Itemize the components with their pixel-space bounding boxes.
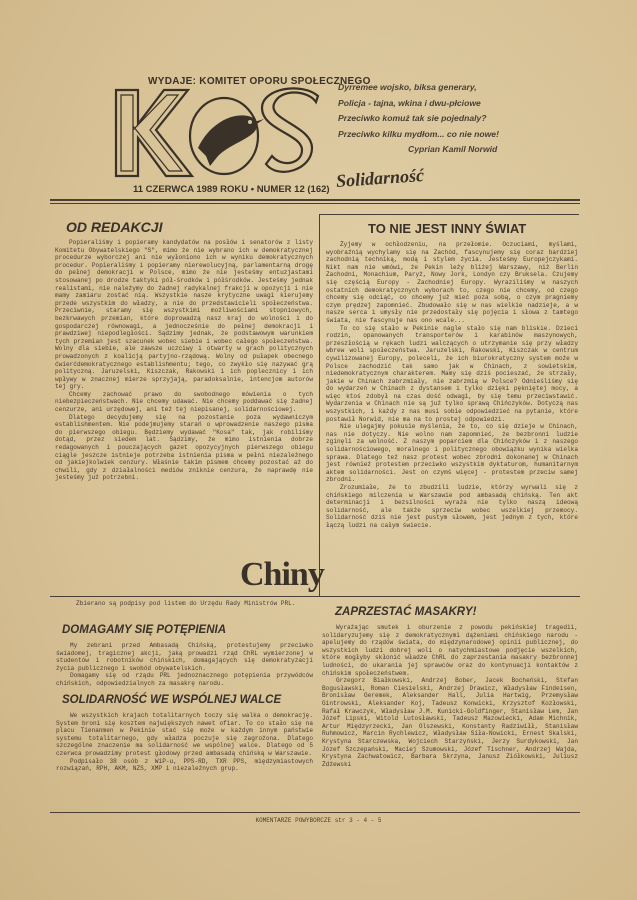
footer-rule <box>50 812 580 813</box>
to-nie-jest-top-rule <box>319 214 579 215</box>
domagamy-headline: DOMAGAMY SIĘ POTĘPIENIA <box>62 624 227 636</box>
poem-line: Przeciwko kilku mydłom... co nie nowe! <box>338 128 499 139</box>
masthead-rule <box>50 199 580 201</box>
publisher-line: WYDAJE: KOMITET OPORU SPOŁECZNEGO <box>148 76 371 87</box>
bird-emblem <box>190 98 264 174</box>
paragraph: Chcemy zachować prawo do swobodnego mówienia o tych niebezpieczeństwach. Nie chcemy udawać. Nie chcemy poddawać się żadnej cenzurze, ani urzędowej, ani też tej niepisanej, solidarnościowej. <box>55 390 313 414</box>
zbierano-note <box>62 600 312 608</box>
poem-line: Policja - tajna, wkina i dwu-płciowe <box>338 97 481 108</box>
domagamy-text <box>56 642 313 692</box>
kos-logo <box>112 86 322 181</box>
zaprzestac-headline: ZAPRZESTAĆ MASAKRY! <box>335 606 477 618</box>
chiny-rule <box>50 596 580 597</box>
column-divider <box>319 214 320 596</box>
footer-note: KOMENTARZE POWYBORCZE str 3 - 4 - 5 <box>255 817 382 824</box>
paragraph: Popieraliśmy i popieramy kandydatów na posłów i senatorów z listy Komitetu Obywatelskiego "S", mimo że nie wybrano ich w demokratycznej procedurze wyborczej ani nie wyłoniono ich w wyniku demokratycznych procedur. Popieraliśmy i popieramy nierewolucyjną, parlamentarną drogę do pełnej demokracji w Polsce, mimo że nie jesteśmy entuzjastami stosowanej po drodze taktyki pół-środków i półśrodków. Jesteśmy jednak realistami, nie należymy do żadnej radykalnej frakcji w opozycji i nie mamy zamiaru zostać nią. Wszystkie nasze krytyczne uwagi kierujemy przede wszystkim do władzy, a nie do przedstawicieli społeczeństwa. Przeciwnie, staramy się wszystkimi możliwościami stopniowych, bezkrwawych przemian, które doprowadzą nasz kraj do wolności i do gospodarczej równowagi, a jednocześnie do pełnej demokracji i prawdziwej niepodległości. Sądzimy jednak, że podstawowym warunkiem tych przemian jest szacunek wobec siebie i wobec całego społeczeństwa. Wolny dla siebie, ale zawsze uczciwy i otwarty w grach politycznych prowadzonych z koalicją partyjno-rządową. Wolny od pułapek obecnego ćwierćdemokratycznego establishmentu; tego, co zwykło się nazywać grą polityczną. Jaruzelski, Kiszczak, Rakowski i ich poplecznicy i ich wpływy w znacznej mierze sprzyjają, paradoksalnie, intencjom autorów tej gry. <box>55 239 313 391</box>
letter-k-shape <box>116 90 192 176</box>
paragraph: Zrozumiałe, że to zbudzili ludzie, którzy wyrwali się z chińskiego milczenia w Warszawie pod ambasadą chińską. Ten akt determinacji i bezsilności wyraża nie tylko naszą ideową solidarność, ale także sprzeciw wobec wszelkiej przemocy. Solidarność dziś nie jest pustym słowem, jest jednym z tych, które łączą ludzi na całym świecie. <box>326 484 578 529</box>
paragraph: Zbierano są podpisy pod listem do Urzędu Rady Ministrów PRL. <box>76 600 296 607</box>
od-redakcji-headline: OD REDAKCJI <box>66 219 163 235</box>
poem-author: Cyprian Kamil Norwid <box>408 144 498 154</box>
paragraph: Domagamy się od rządu PRL jednoznacznego potępienia przywódców chińskich, odpowiedzialnych za masakrę narodu. <box>56 672 313 687</box>
masthead-rule-thin <box>50 203 580 204</box>
norwid-poem <box>338 80 578 158</box>
letter-s-shape <box>262 88 318 171</box>
to-nie-jest-text <box>326 241 578 593</box>
paragraph: To co się stało w Pekinie nagle stało się nam bliskie. Dzieci rodzin, opanowanych transporterów i karabinów maszynowych, przeszłością w rękach ludzi walczących o utrzymanie się przy władzy wbrew woli społeczeństwa. Jaruzelski, Rakowski, Kiszczak w centrum cywilizowanej Europy, poleceli, że ich biurokratyczny system może w Polsce zachodzić tak samo jak w Chinach, z sowietskim, niedemokratycznym charakterem. Mamy się dziś pocieszać, że strzały, jakie w Chinach zabrzmiały, nie zabrzmią w Polsce? Odnieśliśmy się do wydarzeń w Chinach z dystansem i tylko dzięki pękniętej mocy, a więc ktoś zdobył na czas dość odwagi, by się temu przeciwstawić. Wydarzenia w Chinach nie są już tylko sprawą Chińczyków. Dotyczą nas wszystkich, i każdy z nas musi sobie odpowiedzieć na pytanie, które postawił Norwid, nie ma na to prostej odpowiedzi. <box>326 324 578 423</box>
paragraph: Podpisało 38 osób z WiP-u, PPS-RD, TXR PPS, międzymiastowych rozwiązań, RPH, AKM, NZS, XMP i niezależnych grup. <box>56 757 313 773</box>
signatories: Grzegorz Białkowski, Andrzej Bober, Jacek Bocheński, Stefan Bogusławski, Roman Ciesielski, Andrzej Drawicz, Władysław Findeisen, Bronisław Geremek, Aleksander Hall, Julia Hartwig, Przemysław Gintrowski, Aleksander Koj, Tadeusz Konwicki, Krzysztof Kozłowski, Rafał Krawczyk, Władysław J.M. Kunicki-Goldfinger, Stanisław Lem, Jan Józef Lipski, Witold Lutosławski, Tadeusz Mazowiecki, Adam Michnik, Artur Międzyrzecki, Jan Olszewski, Konstanty Radziwiłł, Stanisław Ruhmowicz, Marcin Rychlewicz, Władysław Siła-Nowicki, Ernest Skalski, Krystyna Starczewska, Wojciech Starzyński, Jerzy Surdykowski, Jan Józef Szczepański, Maciej Szumowski, Józef Tischner, Andrzej Wajda, Krystyna Zachwatowicz, Barbara Skrzyna, Janusz Ziółkowski, Juliusz Żdżewski <box>322 677 578 768</box>
to-nie-jest-headline: TO NIE JEST INNY ŚWIAT <box>368 221 527 236</box>
solidarnosc-walce-headline: SOLIDARNOŚĆ WE WSPÓLNEJ WALCE <box>62 694 282 706</box>
chiny-label: Chiny <box>240 556 324 593</box>
zaprzestac-text <box>322 624 578 810</box>
solidarnosc-walce-text <box>56 712 313 810</box>
issue-date-number: 11 CZERWCA 1989 ROKU • NUMER 12 (162) <box>133 184 330 195</box>
paragraph: My zebrani przed Ambasadą Chińską, protestujemy przeciwko świadomej, tragicznej akcji, jaką prowadzi rząd ChRL wymierzonej w studentów i robotników chińskich, domagających się demokratyzacji życia publicznego i swobód obywatelskich. <box>56 642 313 672</box>
od-redakcji-text <box>55 239 313 539</box>
paragraph: Wyrażając smutek i oburzenie z powodu pekińskiej tragedii, solidaryzujemy się z demokratycznymi dążeniami chińskiego narodu - apelujemy do rządów świata, do międzynarodowej opinii publicznej, do wszystkich ludzi dobrej woli o natychmiastowe podjęcie wszelkich, które mogłyby skłonić władze ChRL do zaprzestania masakry bezbronnej ludności, do ukarania jej sprawców oraz do kontynuacji kontaktów z chińskim społeczeństwem. <box>322 624 578 677</box>
paragraph: Nie ulegajmy pokusie myślenia, że to, co się dzieje w Chinach, nas nie dotyczy. Nie wolno nam zapomnieć, że bezbronni ludzie zginęli za wolność. Z naszym poparciem dla Chińczyków i z naszego solidarnościowego, moralnego i politycznego obowiązku wynika wielka sprawa. Dlatego też nasz protest wobec zbrodni dokonanej w Chinach jest również protestem przeciwko wszystkim dyktaturom, humanitarnym aktem solidarności. Jest on czymś więcej - protestem przeciw samej zbrodni. <box>326 423 578 484</box>
poem-line: Dyrremee wojsko, biksa generary, <box>338 82 477 92</box>
paragraph: We wszystkich krajach totalitarnych toczy się walka o demokrację. System broni się kosztem największych nawet ofiar. To co stało się na placu Tienanmen w Pekinie stać się może w każdym innym państwie systemu totalitarnego, gdy władza poczuje się zagrożona. Dlatego szczególne znaczenie ma solidarność we wspólnej walce. Dlatego od 5 czerwca prowadzimy protest głodowy przed ambasadą chińską w Warszawie. <box>56 712 313 757</box>
poem-line: Przeciwko komuż tak sie pojednaly? <box>338 113 487 123</box>
paragraph: Dlatego decydujemy się na pozostanie poza wydawniczym establishmentem. Nie podejmujemy starań o wprowadzenie naszego pisma do pierwszego obiegu. Będziemy wydawać "Kosa" tak, jak robiliśmy dotąd, przez siedem lat. Sądzimy, że mimo istnienia dobrze redagowanych i pouczających gazet opozycyjnych pierwszego obiegu ciągle jeszcze istnieje potrzeba istnienia pisma w pełni niezależnego od jakiejkolwiek cenzury. Właśnie takim pismem chcemy pozostać aż do chwili, gdy z działalności mediów zniknie cenzura, że naprawdę nie jesteśmy już potrzebni. <box>55 413 313 482</box>
paragraph: Żyjemy w ochłodzeniu, na przełomie. Oczuciami, myślami, wyobraźnią wychylamy się na Zachód, fascynujemy się coraz bardziej zachodnią techniką, modą i stylem życia. Jesteśmy Europejczykami. Nikt nam nie wmówi, że Pekin leży bliżej Warszawy, niż Berlin Zachodni, Monachium, Paryż, Nowy Jork, Londyn czy Bruksela. Czujemy się częścią Europy - Zachodniej Europy. Wyraziliśmy w naszych ostatnich demokratycznych wyborach to, czego nie chcemy, od czego chcemy się odciąć, co chcemy już mieć poza sobą, o czym pragniemy czym prędzej zapomnieć. Zbudowało się w nas wielkie nadzieje, a w nasze serca i umysły nie przedostały się pojęcia i słowa z tamtego świata, nie fascynuje nas ono wcale... <box>326 241 578 324</box>
solidarnosc-logo: Solidarność <box>335 164 425 192</box>
